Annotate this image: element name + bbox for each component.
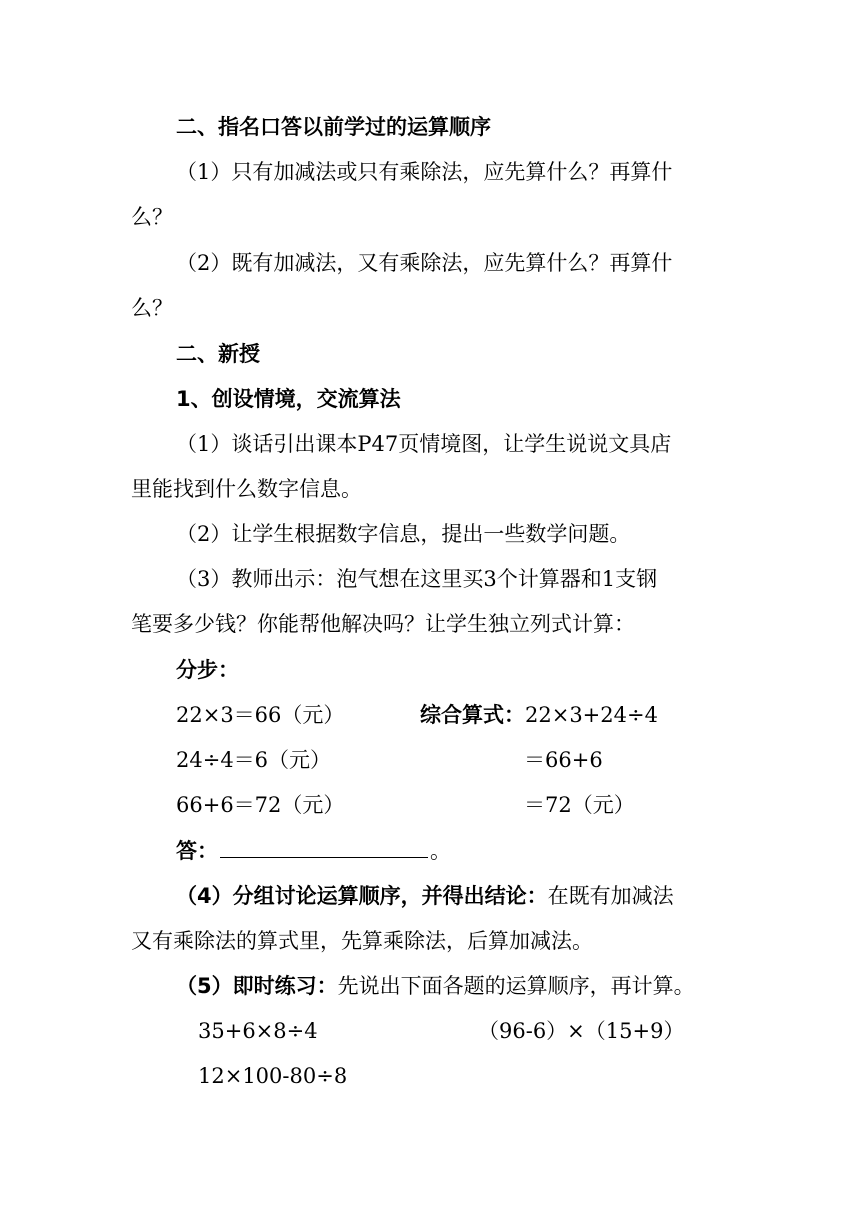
answer-label: 答： <box>176 839 218 863</box>
paragraph-2: （2）让学生根据数字信息，提出一些数学问题。 <box>176 522 631 546</box>
paragraph-1-line-2: 里能找到什么数字信息。 <box>131 477 362 501</box>
step-label: 分步： <box>176 658 239 682</box>
combined-label: 综合算式： <box>420 703 525 727</box>
combined-expression: 22×3+24÷4 <box>525 703 658 727</box>
step-1: 22×3＝66（元） <box>176 703 345 727</box>
combined-step-2: ＝66+6 <box>524 748 603 772</box>
step-3: 66+6＝72（元） <box>176 793 345 817</box>
paragraph-4-line-2: 又有乘除法的算式里，先算乘除法，后算加减法。 <box>131 929 593 953</box>
paragraph-1-line-1: （1）谈话引出课本P47页情境图，让学生说说文具店 <box>176 432 672 456</box>
subheading-scenario: 1、创设情境，交流算法 <box>176 387 401 411</box>
question-2-line-1: （2）既有加减法，又有乘除法，应先算什么？再算什 <box>176 251 673 275</box>
paragraph-4-bold: （4）分组讨论运算顺序，并得出结论： <box>176 884 548 908</box>
question-1-line-2: 么？ <box>131 205 173 229</box>
paragraph-3-line-2: 笔要多少钱？你能帮他解决吗？让学生独立列式计算： <box>131 612 635 636</box>
paragraph-4-rest: 在既有加减法 <box>547 884 674 908</box>
paragraph-5-rest: 先说出下面各题的运算顺序，再计算。 <box>337 974 695 998</box>
combined-step-3: ＝72（元） <box>524 793 635 817</box>
paragraph-5 <box>176 972 695 1000</box>
paragraph-3-line-1: （3）教师出示：泡气想在这里买3个计算器和1支钢 <box>176 567 658 591</box>
paragraph-5-bold: （5）即时练习： <box>176 974 338 998</box>
heading-new-lesson: 二、新授 <box>176 342 260 366</box>
exercise-2: （96-6）×（15+9） <box>478 1019 685 1043</box>
paragraph-4-line-1 <box>176 882 674 910</box>
exercise-1: 35+6×8÷4 <box>198 1019 318 1043</box>
answer-blank[interactable] <box>220 837 428 858</box>
step-2: 24÷4＝6（元） <box>176 748 332 772</box>
question-1-line-1: （1）只有加减法或只有乘除法，应先算什么？再算什 <box>176 160 673 184</box>
question-2-line-2: 么？ <box>131 296 173 320</box>
answer-end: 。 <box>430 839 451 863</box>
heading-review: 二、指名口答以前学过的运算顺序 <box>176 115 491 139</box>
exercise-3: 12×100-80÷8 <box>198 1064 348 1088</box>
answer-line <box>176 837 451 865</box>
combined-formula <box>420 701 658 729</box>
